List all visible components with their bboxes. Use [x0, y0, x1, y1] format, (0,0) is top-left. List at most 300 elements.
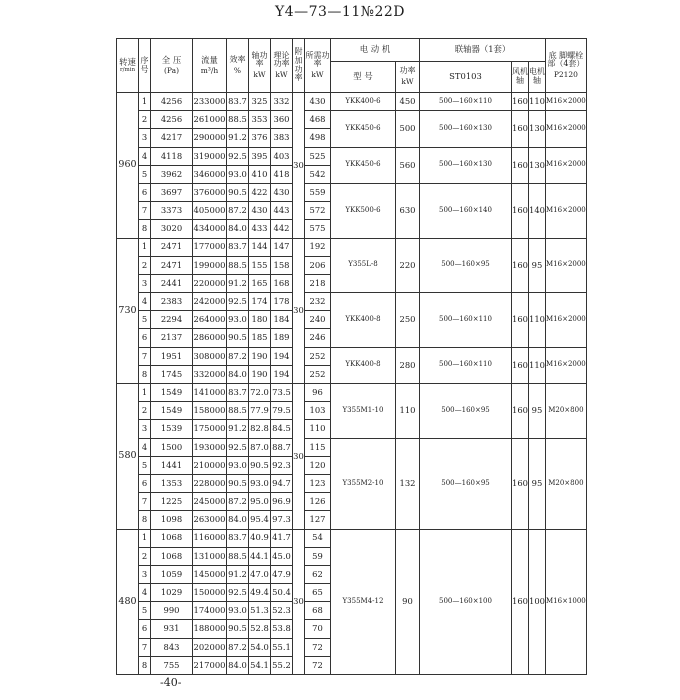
seq-cell: 6: [139, 329, 151, 347]
pressure-cell: 1500: [151, 438, 193, 456]
pressure-cell: 3373: [151, 202, 193, 220]
flow-cell: 116000: [193, 529, 227, 547]
motor-shaft-cell: 110: [529, 347, 546, 383]
req-power-cell: 65: [305, 584, 331, 602]
seq-cell: 1: [139, 238, 151, 256]
theory-power-cell: 442: [271, 220, 293, 238]
theory-power-cell: 79.5: [271, 402, 293, 420]
motor-shaft-cell: 95: [529, 238, 546, 293]
header-motor-shaft: 电机轴: [529, 62, 546, 93]
pressure-cell: 1029: [151, 584, 193, 602]
shaft-power-cell: 410: [249, 165, 271, 183]
seq-cell: 2: [139, 547, 151, 565]
efficiency-cell: 91.2: [227, 129, 249, 147]
flow-cell: 177000: [193, 238, 227, 256]
motor-power-cell: 132: [396, 438, 420, 529]
pressure-cell: 1098: [151, 511, 193, 529]
efficiency-cell: 83.7: [227, 529, 249, 547]
shaft-power-cell: 51.3: [249, 602, 271, 620]
coupling-cell: 500—160×110: [420, 93, 512, 111]
pressure-cell: 4256: [151, 93, 193, 111]
header-req-power: 所需功率 kW: [305, 39, 331, 93]
flow-cell: 145000: [193, 565, 227, 583]
table-row: [117, 183, 587, 201]
req-power-cell: 72: [305, 638, 331, 656]
flow-cell: 174000: [193, 602, 227, 620]
header-add-power: 附加功率: [293, 39, 305, 93]
pressure-cell: 4217: [151, 129, 193, 147]
efficiency-cell: 92.5: [227, 438, 249, 456]
seq-cell: 7: [139, 638, 151, 656]
flow-cell: 150000: [193, 584, 227, 602]
seq-cell: 3: [139, 420, 151, 438]
req-power-cell: 96: [305, 384, 331, 402]
req-power-cell: 127: [305, 511, 331, 529]
header-anchor: 底 脚螺栓部（4套） P2120: [546, 39, 587, 93]
motor-model-cell: YKK500-6: [331, 183, 396, 238]
fan-shaft-cell: 160: [512, 111, 529, 147]
req-power-cell: 468: [305, 111, 331, 129]
efficiency-cell: 84.0: [227, 656, 249, 674]
theory-power-cell: 94.7: [271, 474, 293, 492]
table-row: [117, 111, 587, 129]
theory-power-cell: 184: [271, 311, 293, 329]
pressure-cell: 4256: [151, 111, 193, 129]
table-row: [117, 293, 587, 311]
table-row: [117, 347, 587, 365]
efficiency-cell: 90.5: [227, 620, 249, 638]
motor-shaft-cell: 110: [529, 93, 546, 111]
theory-power-cell: 194: [271, 365, 293, 383]
flow-cell: 233000: [193, 93, 227, 111]
efficiency-cell: 83.7: [227, 93, 249, 111]
anchor-cell: M16×2000: [546, 111, 587, 147]
seq-cell: 7: [139, 202, 151, 220]
motor-power-cell: 110: [396, 384, 420, 439]
header-shaft-power: 轴功率 kW: [249, 39, 271, 93]
seq-cell: 4: [139, 147, 151, 165]
seq-cell: 8: [139, 656, 151, 674]
req-power-cell: 232: [305, 293, 331, 311]
req-power-cell: 559: [305, 183, 331, 201]
motor-model-cell: Y355L-8: [331, 238, 396, 293]
table-row: [117, 384, 587, 402]
seq-cell: 7: [139, 347, 151, 365]
table-row: [117, 147, 587, 165]
efficiency-cell: 88.5: [227, 256, 249, 274]
theory-power-cell: 53.8: [271, 620, 293, 638]
efficiency-cell: 93.0: [227, 311, 249, 329]
req-power-cell: 192: [305, 238, 331, 256]
shaft-power-cell: 40.9: [249, 529, 271, 547]
shaft-power-cell: 165: [249, 274, 271, 292]
shaft-power-cell: 95.0: [249, 493, 271, 511]
req-power-cell: 54: [305, 529, 331, 547]
theory-power-cell: 84.5: [271, 420, 293, 438]
shaft-power-cell: 82.8: [249, 420, 271, 438]
flow-cell: 376000: [193, 183, 227, 201]
seq-cell: 1: [139, 384, 151, 402]
shaft-power-cell: 174: [249, 293, 271, 311]
pressure-cell: 2383: [151, 293, 193, 311]
pressure-cell: 3697: [151, 183, 193, 201]
pressure-cell: 1549: [151, 384, 193, 402]
fan-shaft-cell: 160: [512, 147, 529, 183]
motor-power-cell: 220: [396, 238, 420, 293]
flow-cell: 242000: [193, 293, 227, 311]
theory-power-cell: 189: [271, 329, 293, 347]
motor-model-cell: YKK400-6: [331, 93, 396, 111]
req-power-cell: 123: [305, 474, 331, 492]
coupling-cell: 500—160×100: [420, 529, 512, 675]
shaft-power-cell: 353: [249, 111, 271, 129]
seq-cell: 2: [139, 111, 151, 129]
anchor-cell: M16×1000: [546, 529, 587, 675]
pressure-cell: 1225: [151, 493, 193, 511]
efficiency-cell: 90.5: [227, 329, 249, 347]
req-power-cell: 498: [305, 129, 331, 147]
motor-model-cell: YKK400-8: [331, 293, 396, 348]
seq-cell: 5: [139, 456, 151, 474]
req-power-cell: 115: [305, 438, 331, 456]
seq-cell: 6: [139, 474, 151, 492]
motor-shaft-cell: 140: [529, 183, 546, 238]
seq-cell: 8: [139, 511, 151, 529]
efficiency-cell: 83.7: [227, 384, 249, 402]
theory-power-cell: 194: [271, 347, 293, 365]
efficiency-cell: 93.0: [227, 602, 249, 620]
theory-power-cell: 332: [271, 93, 293, 111]
req-power-cell: 110: [305, 420, 331, 438]
pressure-cell: 931: [151, 620, 193, 638]
shaft-power-cell: 325: [249, 93, 271, 111]
anchor-cell: M16×2000: [546, 183, 587, 238]
motor-model-cell: YKK450-6: [331, 147, 396, 183]
fan-spec-table: [116, 38, 587, 675]
pressure-cell: 755: [151, 656, 193, 674]
speed-cell: 580: [117, 384, 139, 530]
motor-power-cell: 630: [396, 183, 420, 238]
fan-shaft-cell: 160: [512, 183, 529, 238]
theory-power-cell: 430: [271, 183, 293, 201]
flow-cell: 217000: [193, 656, 227, 674]
seq-cell: 8: [139, 365, 151, 383]
pressure-cell: 1549: [151, 402, 193, 420]
seq-cell: 1: [139, 529, 151, 547]
flow-cell: 141000: [193, 384, 227, 402]
shaft-power-cell: 47.0: [249, 565, 271, 583]
motor-model-cell: Y355M4-12: [331, 529, 396, 675]
theory-power-cell: 88.7: [271, 438, 293, 456]
flow-cell: 228000: [193, 474, 227, 492]
anchor-cell: M16×2000: [546, 293, 587, 348]
seq-cell: 2: [139, 402, 151, 420]
efficiency-cell: 84.0: [227, 511, 249, 529]
speed-cell: 480: [117, 529, 139, 675]
shaft-power-cell: 49.4: [249, 584, 271, 602]
req-power-cell: 59: [305, 547, 331, 565]
efficiency-cell: 91.2: [227, 420, 249, 438]
theory-power-cell: 383: [271, 129, 293, 147]
motor-power-cell: 90: [396, 529, 420, 675]
add-power-cell: 30: [293, 384, 305, 530]
header-pressure: 全 压 (Pa): [151, 39, 193, 93]
efficiency-cell: 92.5: [227, 147, 249, 165]
seq-cell: 8: [139, 220, 151, 238]
efficiency-cell: 90.5: [227, 474, 249, 492]
shaft-power-cell: 190: [249, 347, 271, 365]
motor-power-cell: 560: [396, 147, 420, 183]
header-motor-power: 功率 kW: [396, 62, 420, 93]
seq-cell: 5: [139, 602, 151, 620]
fan-shaft-cell: 160: [512, 293, 529, 348]
flow-cell: 245000: [193, 493, 227, 511]
seq-cell: 5: [139, 165, 151, 183]
page-title: Y4—73—11№22D: [274, 4, 406, 20]
shaft-power-cell: 144: [249, 238, 271, 256]
shaft-power-cell: 95.4: [249, 511, 271, 529]
speed-cell: 960: [117, 93, 139, 239]
req-power-cell: 206: [305, 256, 331, 274]
header-coupling-std: ST0103: [420, 62, 512, 93]
req-power-cell: 430: [305, 93, 331, 111]
theory-power-cell: 47.9: [271, 565, 293, 583]
add-power-cell: 30: [293, 93, 305, 239]
req-power-cell: 572: [305, 202, 331, 220]
req-power-cell: 252: [305, 365, 331, 383]
flow-cell: 202000: [193, 638, 227, 656]
flow-cell: 264000: [193, 311, 227, 329]
shaft-power-cell: 93.0: [249, 474, 271, 492]
header-motor: 电 动 机: [331, 39, 420, 62]
shaft-power-cell: 180: [249, 311, 271, 329]
flow-cell: 131000: [193, 547, 227, 565]
efficiency-cell: 92.5: [227, 584, 249, 602]
pressure-cell: 3020: [151, 220, 193, 238]
header-speed: 转速 r/min: [117, 39, 139, 93]
shaft-power-cell: 155: [249, 256, 271, 274]
flow-cell: 290000: [193, 129, 227, 147]
flow-cell: 332000: [193, 365, 227, 383]
theory-power-cell: 73.5: [271, 384, 293, 402]
seq-cell: 2: [139, 256, 151, 274]
pressure-cell: 990: [151, 602, 193, 620]
motor-model-cell: YKK450-6: [331, 111, 396, 147]
efficiency-cell: 87.2: [227, 202, 249, 220]
pressure-cell: 1068: [151, 529, 193, 547]
seq-cell: 5: [139, 311, 151, 329]
req-power-cell: 575: [305, 220, 331, 238]
theory-power-cell: 443: [271, 202, 293, 220]
flow-cell: 175000: [193, 420, 227, 438]
motor-shaft-cell: 95: [529, 384, 546, 439]
flow-cell: 434000: [193, 220, 227, 238]
anchor-cell: M16×2000: [546, 93, 587, 111]
shaft-power-cell: 77.9: [249, 402, 271, 420]
efficiency-cell: 87.2: [227, 638, 249, 656]
req-power-cell: 246: [305, 329, 331, 347]
theory-power-cell: 50.4: [271, 584, 293, 602]
req-power-cell: 218: [305, 274, 331, 292]
efficiency-cell: 84.0: [227, 220, 249, 238]
efficiency-cell: 90.5: [227, 183, 249, 201]
anchor-cell: M16×2000: [546, 147, 587, 183]
header-coupling: 联轴器（1套）: [420, 39, 546, 62]
req-power-cell: 240: [305, 311, 331, 329]
flow-cell: 193000: [193, 438, 227, 456]
seq-cell: 3: [139, 129, 151, 147]
coupling-cell: 500—160×110: [420, 293, 512, 348]
efficiency-cell: 93.0: [227, 456, 249, 474]
shaft-power-cell: 190: [249, 365, 271, 383]
anchor-cell: M20×800: [546, 384, 587, 439]
theory-power-cell: 97.3: [271, 511, 293, 529]
fan-shaft-cell: 160: [512, 347, 529, 383]
shaft-power-cell: 87.0: [249, 438, 271, 456]
flow-cell: 405000: [193, 202, 227, 220]
header-flow: 流量 m³/h: [193, 39, 227, 93]
flow-cell: 158000: [193, 402, 227, 420]
add-power-cell: 30: [293, 238, 305, 384]
fan-shaft-cell: 160: [512, 93, 529, 111]
table-row: [117, 438, 587, 456]
pressure-cell: 1068: [151, 547, 193, 565]
motor-model-cell: YKK400-8: [331, 347, 396, 383]
table-row: [117, 238, 587, 256]
table-row: [117, 529, 587, 547]
fan-shaft-cell: 160: [512, 529, 529, 675]
theory-power-cell: 92.3: [271, 456, 293, 474]
fan-shaft-cell: 160: [512, 238, 529, 293]
seq-cell: 4: [139, 438, 151, 456]
shaft-power-cell: 422: [249, 183, 271, 201]
seq-cell: 6: [139, 183, 151, 201]
pressure-cell: 1441: [151, 456, 193, 474]
pressure-cell: 1353: [151, 474, 193, 492]
efficiency-cell: 83.7: [227, 238, 249, 256]
pressure-cell: 1745: [151, 365, 193, 383]
theory-power-cell: 52.3: [271, 602, 293, 620]
coupling-cell: 500—160×110: [420, 347, 512, 383]
pressure-cell: 2294: [151, 311, 193, 329]
theory-power-cell: 55.1: [271, 638, 293, 656]
header-motor-model: 型 号: [331, 62, 396, 93]
shaft-power-cell: 90.5: [249, 456, 271, 474]
header-seq: 序号: [139, 39, 151, 93]
theory-power-cell: 168: [271, 274, 293, 292]
req-power-cell: 525: [305, 147, 331, 165]
seq-cell: 7: [139, 493, 151, 511]
efficiency-cell: 92.5: [227, 293, 249, 311]
flow-cell: 263000: [193, 511, 227, 529]
efficiency-cell: 93.0: [227, 165, 249, 183]
pressure-cell: 1539: [151, 420, 193, 438]
pressure-cell: 4118: [151, 147, 193, 165]
theory-power-cell: 403: [271, 147, 293, 165]
header-efficiency: 效率 %: [227, 39, 249, 93]
seq-cell: 4: [139, 584, 151, 602]
req-power-cell: 542: [305, 165, 331, 183]
flow-cell: 286000: [193, 329, 227, 347]
theory-power-cell: 418: [271, 165, 293, 183]
seq-cell: 4: [139, 293, 151, 311]
motor-shaft-cell: 95: [529, 438, 546, 529]
req-power-cell: 62: [305, 565, 331, 583]
flow-cell: 210000: [193, 456, 227, 474]
theory-power-cell: 96.9: [271, 493, 293, 511]
efficiency-cell: 88.5: [227, 547, 249, 565]
coupling-cell: 500—160×130: [420, 147, 512, 183]
flow-cell: 220000: [193, 274, 227, 292]
fan-shaft-cell: 160: [512, 438, 529, 529]
motor-shaft-cell: 100: [529, 529, 546, 675]
seq-cell: 1: [139, 93, 151, 111]
motor-power-cell: 250: [396, 293, 420, 348]
fan-shaft-cell: 160: [512, 384, 529, 439]
coupling-cell: 500—160×140: [420, 183, 512, 238]
seq-cell: 3: [139, 565, 151, 583]
shaft-power-cell: 54.0: [249, 638, 271, 656]
theory-power-cell: 45.0: [271, 547, 293, 565]
req-power-cell: 72: [305, 656, 331, 674]
seq-cell: 3: [139, 274, 151, 292]
flow-cell: 319000: [193, 147, 227, 165]
efficiency-cell: 87.2: [227, 493, 249, 511]
coupling-cell: 500—160×95: [420, 238, 512, 293]
shaft-power-cell: 430: [249, 202, 271, 220]
req-power-cell: 103: [305, 402, 331, 420]
motor-shaft-cell: 130: [529, 111, 546, 147]
efficiency-cell: 88.5: [227, 402, 249, 420]
pressure-cell: 2471: [151, 238, 193, 256]
header-fan-shaft: 风机轴: [512, 62, 529, 93]
speed-cell: 730: [117, 238, 139, 384]
shaft-power-cell: 54.1: [249, 656, 271, 674]
flow-cell: 261000: [193, 111, 227, 129]
req-power-cell: 252: [305, 347, 331, 365]
shaft-power-cell: 376: [249, 129, 271, 147]
shaft-power-cell: 72.0: [249, 384, 271, 402]
page-number: -40-: [160, 676, 182, 689]
theory-power-cell: 158: [271, 256, 293, 274]
flow-cell: 188000: [193, 620, 227, 638]
req-power-cell: 120: [305, 456, 331, 474]
anchor-cell: M20×800: [546, 438, 587, 529]
theory-power-cell: 55.2: [271, 656, 293, 674]
efficiency-cell: 84.0: [227, 365, 249, 383]
table-row: [117, 93, 587, 111]
flow-cell: 308000: [193, 347, 227, 365]
add-power-cell: 30: [293, 529, 305, 675]
motor-power-cell: 280: [396, 347, 420, 383]
motor-shaft-cell: 110: [529, 293, 546, 348]
motor-power-cell: 450: [396, 93, 420, 111]
shaft-power-cell: 185: [249, 329, 271, 347]
pressure-cell: 843: [151, 638, 193, 656]
theory-power-cell: 41.7: [271, 529, 293, 547]
motor-shaft-cell: 130: [529, 147, 546, 183]
req-power-cell: 70: [305, 620, 331, 638]
header-theory-power: 理论功率 kW: [271, 39, 293, 93]
efficiency-cell: 87.2: [227, 347, 249, 365]
efficiency-cell: 91.2: [227, 274, 249, 292]
seq-cell: 6: [139, 620, 151, 638]
shaft-power-cell: 44.1: [249, 547, 271, 565]
pressure-cell: 2441: [151, 274, 193, 292]
req-power-cell: 68: [305, 602, 331, 620]
shaft-power-cell: 433: [249, 220, 271, 238]
theory-power-cell: 360: [271, 111, 293, 129]
